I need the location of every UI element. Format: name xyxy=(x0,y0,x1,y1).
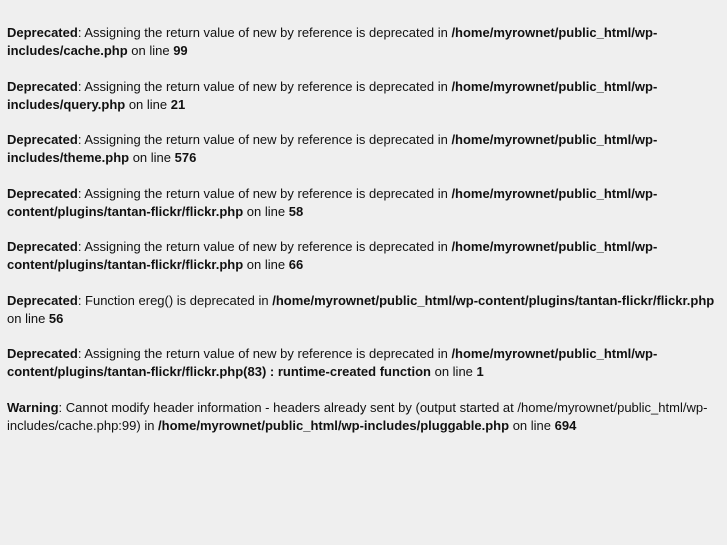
on-line-text: on line xyxy=(125,96,171,112)
error-line-number: 56 xyxy=(48,310,64,326)
on-line-text: on line xyxy=(7,310,49,326)
error-text: : Assigning the return value of new by reference is deprecated in xyxy=(77,239,452,254)
error-level: Warning xyxy=(7,399,59,415)
error-message xyxy=(7,345,717,381)
on-line-text: on line xyxy=(127,43,174,58)
error-text: : Assigning the return value of new by reference is deprecated in xyxy=(77,346,452,361)
error-text: : Assigning the return value of new by reference is deprecated in xyxy=(77,185,452,201)
warning-message xyxy=(7,399,717,435)
error-line-number: 576 xyxy=(174,150,197,165)
error-text: : Assigning the return value of new by reference is deprecated in xyxy=(77,25,452,40)
error-path: /home/myrownet/public_html/wp-content/plugins/tantan-flickr/flickr.php xyxy=(272,292,715,308)
error-line-number: 99 xyxy=(173,43,188,58)
error-message xyxy=(7,238,717,274)
on-line-text: on line xyxy=(243,203,289,219)
error-level: Deprecated xyxy=(7,346,78,361)
error-level: Deprecated xyxy=(7,78,78,94)
error-path: /home/myrownet/public_html/wp-content/plugins/tantan-flickr/flickr.php(83) : runtime-created function xyxy=(7,346,658,379)
error-level: Deprecated xyxy=(7,292,78,308)
error-path: /home/myrownet/public_html/wp-includes/theme.php xyxy=(7,132,658,165)
error-level: Deprecated xyxy=(7,239,78,254)
error-line-number: 66 xyxy=(288,257,304,272)
error-line-number: 58 xyxy=(288,203,304,219)
error-message xyxy=(7,78,717,114)
on-line-text: on line xyxy=(509,417,555,433)
error-message xyxy=(7,292,717,328)
error-level: Deprecated xyxy=(7,132,78,147)
error-line-number: 1 xyxy=(476,364,484,379)
error-text: : Assigning the return value of new by reference is deprecated in xyxy=(77,78,452,94)
error-text: : Assigning the return value of new by reference is deprecated in xyxy=(77,132,452,147)
error-path: /home/myrownet/public_html/wp-content/plugins/tantan-flickr/flickr.php xyxy=(7,185,658,219)
error-line-number: 21 xyxy=(170,96,186,112)
error-path: /home/myrownet/public_html/wp-includes/query.php xyxy=(7,78,658,112)
error-path: /home/myrownet/public_html/wp-content/plugins/tantan-flickr/flickr.php xyxy=(7,239,658,272)
error-message xyxy=(7,185,717,221)
error-line-number: 694 xyxy=(554,417,577,433)
error-message xyxy=(7,131,717,167)
on-line-text: on line xyxy=(430,364,477,379)
error-text: : Cannot modify header information - headers already sent by (output started at /home/myrownet/public_html/wp-includes/cache.php:99) in xyxy=(7,399,708,433)
error-level: Deprecated xyxy=(7,185,78,201)
error-path: /home/myrownet/public_html/wp-includes/pluggable.php xyxy=(158,417,510,433)
on-line-text: on line xyxy=(243,257,289,272)
error-level: Deprecated xyxy=(7,25,78,40)
on-line-text: on line xyxy=(129,150,175,165)
error-text: : Function ereg() is deprecated in xyxy=(77,292,273,308)
error-path: /home/myrownet/public_html/wp-includes/cache.php xyxy=(7,25,658,58)
error-message xyxy=(7,24,717,60)
